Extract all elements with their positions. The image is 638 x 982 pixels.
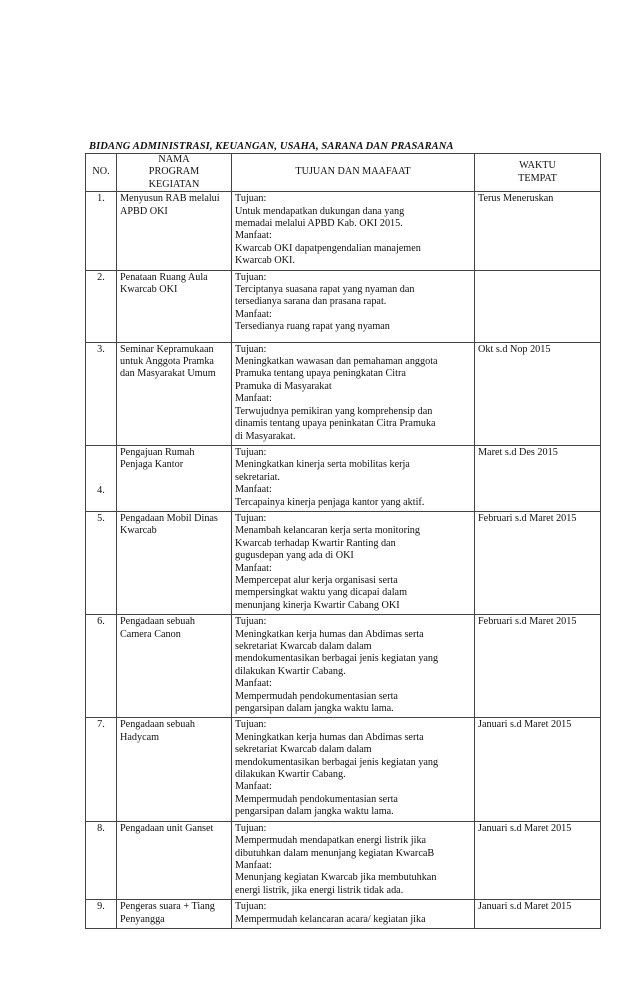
tujuan-line: Kwarcab OKI. <box>235 255 295 267</box>
tujuan-line: mendokumentasikan berbagai jenis kegiatan yang <box>235 653 439 665</box>
table-header-row <box>86 154 601 192</box>
tujuan-line: Manfaat: <box>235 230 272 242</box>
waktu-tempat: Februari s.d Maret 2015 <box>475 511 601 614</box>
section-heading: BIDANG ADMINISTRASI, KEUANGAN, USAHA, SARANA DAN PRASARANA <box>89 141 454 152</box>
tujuan-line: Mempermudah pendokumentasian serta <box>235 793 398 805</box>
header-tujuan-manfaat: TUJUAN DAN MAAFAAT <box>232 154 475 192</box>
program-name: Pengajuan Rumah Penjaga Kantor <box>117 445 232 511</box>
program-name: Penataan Ruang Aula Kwarcab OKI <box>117 270 232 342</box>
row-number: 4. <box>86 445 117 511</box>
tujuan-line: Untuk mendapatkan dukungan dana yang <box>235 205 405 217</box>
tujuan-line: Kwarcab OKI dapatpengendalian manajemen <box>235 242 421 254</box>
program-name: Pengadaan sebuah Hadycam <box>117 718 232 821</box>
tujuan-line: menunjang kinerja Kwartir Cabang OKI <box>235 599 400 611</box>
tujuan-line: Menambah kelancaran kerja serta monitoring <box>235 525 420 537</box>
table-row <box>86 445 601 511</box>
program-name: Seminar Kepramukaan untuk Anggota Pramka dan Masyarakat Umum <box>117 342 232 445</box>
tujuan-line: Mempermudah mendapatkan energi listrik jika <box>235 835 427 847</box>
tujuan-line: Mempermudah pendokumentasian serta <box>235 690 398 702</box>
row-number: 2. <box>86 270 117 342</box>
program-name: Pengeras suara + Tiang Penyangga <box>117 900 232 929</box>
tujuan-line: Manfaat: <box>235 484 272 496</box>
tujuan-line: Manfaat: <box>235 781 272 793</box>
header-nama-program: NAMA PROGRAM KEGIATAN <box>117 154 232 192</box>
program-name: Menyusun RAB melalui APBD OKI <box>117 192 232 270</box>
tujuan-line: Kwarcab terhadap Kwartir Ranting dan <box>235 537 396 549</box>
tujuan-line: dilakukan Kwartir Cabang. <box>235 769 346 781</box>
tujuan-line: Tujuan: <box>235 512 267 524</box>
row-number: 3. <box>86 342 117 445</box>
tujuan-manfaat-cell <box>232 511 475 614</box>
tujuan-line: Manfaat: <box>235 393 272 405</box>
tujuan-line: Tujuan: <box>235 901 267 913</box>
tujuan-line: Mempercepat alur kerja organisasi serta <box>235 574 398 586</box>
header-waktu-tempat: WAKTU TEMPAT <box>475 154 601 192</box>
tujuan-line: Pramuka tentang upaya peningkatan Citra <box>235 368 406 380</box>
tujuan-manfaat-cell <box>232 192 475 270</box>
table-row <box>86 900 601 929</box>
tujuan-line: Meningkatkan kinerja serta mobilitas kerja <box>235 459 410 471</box>
tujuan-manfaat-cell <box>232 270 475 342</box>
tujuan-line: energi listrik, jika energi listrik tidak ada. <box>235 884 404 896</box>
tujuan-line: Pramuka di Masyarakat <box>235 380 332 392</box>
waktu-tempat: Februari s.d Maret 2015 <box>475 615 601 718</box>
row-number: 9. <box>86 900 117 929</box>
tujuan-line: Tujuan: <box>235 271 267 283</box>
tujuan-line: sekretariat. <box>235 471 280 483</box>
tujuan-manfaat-cell <box>232 342 475 445</box>
tujuan-line: Tujuan: <box>235 822 267 834</box>
table-row <box>86 718 601 821</box>
table-row <box>86 270 601 342</box>
tujuan-line: Menunjang kegiatan Kwarcab jika membutuhkan <box>235 872 437 884</box>
row-number: 8. <box>86 821 117 899</box>
header-no: NO. <box>86 154 117 192</box>
table-row <box>86 192 601 270</box>
table-row <box>86 511 601 614</box>
tujuan-line: Tersedianya ruang rapat yang nyaman <box>235 321 390 333</box>
waktu-tempat: Januari s.d Maret 2015 <box>475 718 601 821</box>
program-name: Pengadaan Mobil Dinas Kwarcab <box>117 511 232 614</box>
table-row <box>86 821 601 899</box>
tujuan-line: Tujuan: <box>235 446 267 458</box>
tujuan-manfaat-cell <box>232 718 475 821</box>
tujuan-line: Terciptanya suasana rapat yang nyaman dan <box>235 284 415 296</box>
tujuan-manfaat-cell <box>232 900 475 929</box>
waktu-tempat: Okt s.d Nop 2015 <box>475 342 601 445</box>
tujuan-line: Meningkatkan kerja humas dan Abdimas serta <box>235 628 424 640</box>
tujuan-line: Tujuan: <box>235 616 267 628</box>
tujuan-manfaat-cell <box>232 445 475 511</box>
tujuan-line: dinamis tentang upaya peninkatan Citra Pramuka <box>235 418 436 430</box>
waktu-tempat: Januari s.d Maret 2015 <box>475 821 601 899</box>
row-number: 7. <box>86 718 117 821</box>
tujuan-line: tersedianya sarana dan prasana rapat. <box>235 296 387 308</box>
tujuan-line: Manfaat: <box>235 678 272 690</box>
tujuan-line: pengarsipan dalam jangka waktu lama. <box>235 703 394 715</box>
tujuan-line: sekretariat Kwarcab dalam dalam <box>235 744 372 756</box>
waktu-tempat: Maret s.d Des 2015 <box>475 445 601 511</box>
tujuan-line: Terwujudnya pemikiran yang komprehensip dan <box>235 405 433 417</box>
waktu-tempat: Januari s.d Maret 2015 <box>475 900 601 929</box>
tujuan-line: mendokumentasikan berbagai jenis kegiatan yang <box>235 756 439 768</box>
waktu-tempat: Terus Meneruskan <box>475 192 601 270</box>
row-number: 1. <box>86 192 117 270</box>
waktu-tempat <box>475 270 601 342</box>
program-table <box>85 153 601 929</box>
tujuan-line: mempersingkat waktu yang dicapai dalam <box>235 587 407 599</box>
tujuan-line: gugusdepan yang ada di OKI <box>235 550 354 562</box>
row-number: 6. <box>86 615 117 718</box>
program-name: Pengadaan unit Ganset <box>117 821 232 899</box>
tujuan-line: dibutuhkan dalam menunjang kegiatan KwarcaB <box>235 847 435 859</box>
tujuan-line: Manfaat: <box>235 859 272 871</box>
tujuan-line: Meningkatkan kerja humas dan Abdimas serta <box>235 731 424 743</box>
tujuan-line: Tujuan: <box>235 193 267 205</box>
tujuan-line: memadai melalui APBD Kab. OKI 2015. <box>235 218 403 230</box>
tujuan-line: sekretariat Kwarcab dalam dalam <box>235 641 372 652</box>
tujuan-line: Meningkatkan wawasan dan pemahaman anggota <box>235 356 438 368</box>
tujuan-manfaat-cell <box>232 615 475 718</box>
tujuan-line: dilakukan Kwartir Cabang. <box>235 665 346 677</box>
tujuan-line: Tujuan: <box>235 343 267 355</box>
tujuan-line: Tujuan: <box>235 719 267 731</box>
table-row <box>86 342 601 445</box>
table-row <box>86 615 601 718</box>
row-number: 5. <box>86 511 117 614</box>
tujuan-line: Manfaat: <box>235 308 272 320</box>
tujuan-line: Mempermudah kelancaran acara/ kegiatan jika <box>235 913 426 925</box>
program-name: Pengadaan sebuah Camera Canon <box>117 615 232 718</box>
tujuan-manfaat-cell <box>232 821 475 899</box>
tujuan-line: Manfaat: <box>235 562 272 574</box>
tujuan-line: di Masyarakat. <box>235 430 296 442</box>
tujuan-line: Tercapainya kinerja penjaga kantor yang aktif. <box>235 496 425 508</box>
tujuan-line: pengarsipan dalam jangka waktu lama. <box>235 806 394 818</box>
